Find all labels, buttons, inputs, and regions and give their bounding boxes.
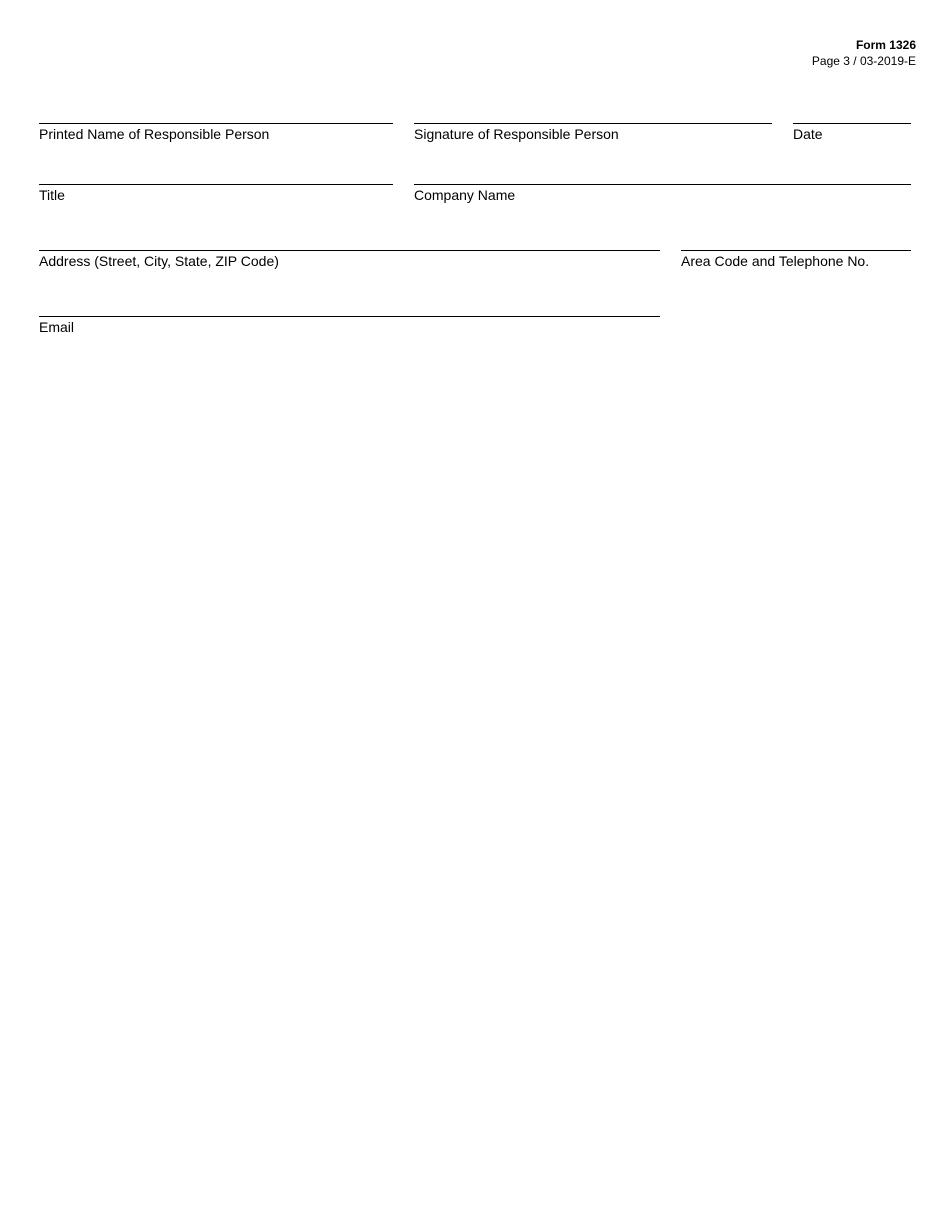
phone-field[interactable] bbox=[681, 250, 911, 270]
email-label: Email bbox=[39, 319, 75, 335]
company-name-field[interactable] bbox=[414, 184, 911, 204]
title-field[interactable] bbox=[39, 184, 393, 204]
form-number: Form 1326 bbox=[855, 38, 916, 52]
phone-label: Area Code and Telephone No. bbox=[681, 253, 870, 269]
signature-label: Signature of Responsible Person bbox=[414, 126, 619, 142]
page-info: Page 3 / 03-2019-E bbox=[811, 54, 916, 68]
printed-name-label: Printed Name of Responsible Person bbox=[39, 126, 270, 142]
form-header bbox=[812, 38, 916, 69]
company-name-label: Company Name bbox=[414, 187, 516, 203]
email-field[interactable] bbox=[39, 316, 660, 336]
date-field[interactable] bbox=[793, 123, 911, 143]
date-label: Date bbox=[793, 126, 823, 142]
signature-field[interactable] bbox=[414, 123, 772, 143]
title-label: Title bbox=[39, 187, 65, 203]
printed-name-field[interactable] bbox=[39, 123, 393, 143]
address-field[interactable] bbox=[39, 250, 660, 270]
address-label: Address (Street, City, State, ZIP Code) bbox=[39, 253, 279, 269]
